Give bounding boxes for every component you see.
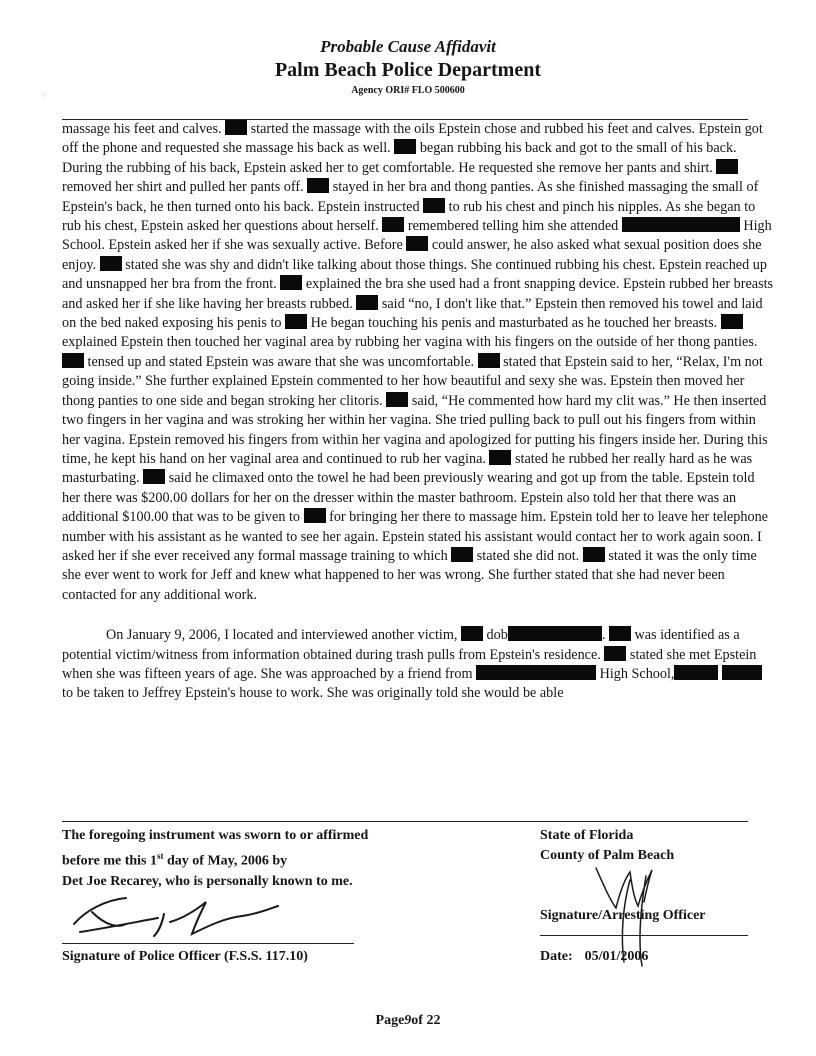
oath-text: day of May, 2006 by [163, 853, 288, 869]
text-run: for bringing her there to massage him. Epstein told her to leave her telephone number with his assistant as he wanted to see her again. Epstein stated his assistant would contact her to work again soon. I asked her if she ever received any formal massage training to which [62, 509, 768, 564]
text-run: stated that Epstein said to her, “Relax, I'm not going inside.” She further explained Epstein commented to her how beautiful and sexy she was. Epstein then moved her thong panties to one side and began stroking her clitoris. [62, 353, 763, 409]
state-line: State of Florida [540, 828, 634, 843]
text-run: . [601, 627, 606, 644]
date-row [540, 949, 648, 965]
text-run: started the massage with the oils Epstein chose and rubbed his feet and calves. Epstein got off the phone and requested she massage his back as well. [62, 121, 763, 157]
text-run: to rub his chest and pinch his nipples. As she began to rub his chest, Epstein asked her questions about herself. [62, 198, 756, 235]
text-run: massage his feet and calves. [62, 121, 222, 137]
text-run: to be taken to Jeffrey Epstein's house to work. She was originally told she would be able [62, 685, 564, 702]
date-label: Date: [540, 949, 573, 964]
paragraph-continued [62, 120, 774, 605]
text-run: stated she was shy and didn't like talking about those things. She continued rubbing his chest. Epstein reached up and unsnapped her bra from the front. [62, 256, 767, 293]
redaction-box [583, 547, 605, 562]
text-run: On January 9, 2006, I located and interviewed another victim, [106, 627, 458, 644]
text-run: explained Epstein then touched her vaginal area by rubbing her vagina with his fingers on the outside of her thong panties. [62, 334, 758, 351]
page-number [0, 1013, 816, 1029]
text-run: High School. Epstein asked her if she was sexually active. Before [62, 218, 772, 254]
text-run: said, “He commented how hard my clit was.” He then inserted two fingers in her vagina and was stroking her within her vagina. She tried pulling back to pull out his fingers from within her vagina. Epstein removed his fingers from within her vagina and apologized for putting his fingers inside her. During this time, he kept his hand on her vaginal area and continued to rub her vagina. [62, 392, 768, 467]
redaction-box [609, 626, 631, 641]
text-run: stated she met Epstein when she was fifteen years of age. She was approached by a friend from [62, 646, 757, 682]
redaction-box [356, 295, 378, 310]
redaction-box [721, 314, 743, 329]
text-run: began rubbing his back and got to the small of his back. During the rubbing of his back, Epstein asked her to get comfortable. He requested she remove her pants and shirt. [62, 140, 737, 176]
redaction-box [225, 120, 247, 135]
redaction-box [478, 353, 500, 368]
redaction-box [394, 139, 416, 154]
footer-rule [62, 821, 748, 822]
text-run: remembered telling him she attended [407, 218, 619, 235]
redaction-box [622, 217, 740, 232]
redaction-box [508, 626, 602, 641]
page-current: 9 [404, 1013, 412, 1028]
redaction-box [143, 469, 165, 484]
redaction-box [716, 159, 738, 174]
redaction-box [280, 275, 302, 290]
jurisdiction-block [540, 826, 760, 866]
agency-ori: Agency ORI# FLO 500600 [351, 85, 465, 96]
oath-line: The foregoing instrument was sworn to or affirmed [62, 828, 369, 843]
oath-text: before me this 1 [62, 853, 157, 869]
redaction-box [304, 508, 326, 523]
text-run: was identified as a potential victim/witness from information obtained during trash pulls from Epstein's residence. [62, 627, 740, 663]
faint-stamp-mark: ○ [42, 90, 47, 99]
text-run: He began touching his penis and masturbated as he touched her breasts. [310, 315, 718, 332]
redaction-box [307, 178, 329, 193]
redaction-box [604, 646, 626, 661]
redaction-box [451, 547, 473, 562]
text-run: High School, [599, 665, 675, 682]
text-run: tensed up and stated Epstein was aware that she was uncomfortable. [87, 353, 475, 370]
redaction-box [423, 198, 445, 213]
text-run: stated he rubbed her really hard as he was masturbating. [62, 450, 753, 487]
text-run: stated she did not. [476, 547, 580, 564]
county-line: County of Palm Beach [540, 848, 675, 863]
date-value: 05/01/2006 [584, 949, 649, 964]
redaction-box [100, 256, 122, 271]
oath-block [62, 826, 442, 892]
redaction-box [62, 353, 84, 368]
text-run: dob [486, 627, 508, 644]
page-total: of 22 [411, 1013, 441, 1028]
text-run: removed her shirt and pulled her pants off. [62, 179, 304, 196]
text-run: stated it was the only time she ever went to work for Jeff and knew what happened to her was wrong. She further stated that she had never been contacted for any additional work. [62, 547, 757, 603]
ordinal-suffix: st [157, 851, 164, 861]
signature-line [62, 943, 354, 944]
department-name: Palm Beach Police Department [274, 59, 542, 81]
paragraph-new-victim [62, 626, 774, 704]
document-title: Probable Cause Affidavit [320, 37, 496, 56]
text-run: stayed in her bra and thong panties. As she finished massaging the small of Epstein's back, he then turned onto his back. Epstein instructed [62, 179, 759, 215]
redaction-box [722, 665, 762, 680]
redaction-box [406, 236, 428, 251]
text-run: said he climaxed onto the towel he had been previously wearing and got up from the table. Epstein told her there was $200.00 dollars for her on the dresser within the master bathroom. Epstein also told her that there was an additional $100.00 that was to be given to [62, 470, 755, 526]
officer-caption: Signature/Arresting Officer [540, 908, 706, 923]
affidavit-body [62, 120, 774, 704]
redaction-box [476, 665, 596, 680]
text-run: explained the bra she used had a front snapping device. Epstein rubbed her breasts and asked her if she like having her breasts rubbed. [62, 276, 774, 312]
redaction-box [674, 665, 718, 680]
affidavit-header [0, 36, 816, 97]
redaction-box [461, 626, 483, 641]
redaction-box [489, 450, 511, 465]
notary-caption: Signature of Police Officer (F.S.S. 117.10) [62, 949, 308, 964]
page-label: Page [375, 1013, 405, 1028]
notary-signature [66, 888, 286, 940]
oath-line: Det Joe Recarey, who is personally known to me. [62, 873, 353, 889]
redaction-box [382, 217, 404, 232]
oath-line [62, 846, 442, 872]
text-run: said “no, I don't like that.” Epstein then removed his towel and laid on the bed naked exposing his penis to [62, 295, 763, 332]
redaction-box [285, 314, 307, 329]
signature-line [540, 935, 748, 936]
text-run: could answer, he also asked what sexual position does she enjoy. [62, 237, 762, 273]
redaction-box [386, 392, 408, 407]
